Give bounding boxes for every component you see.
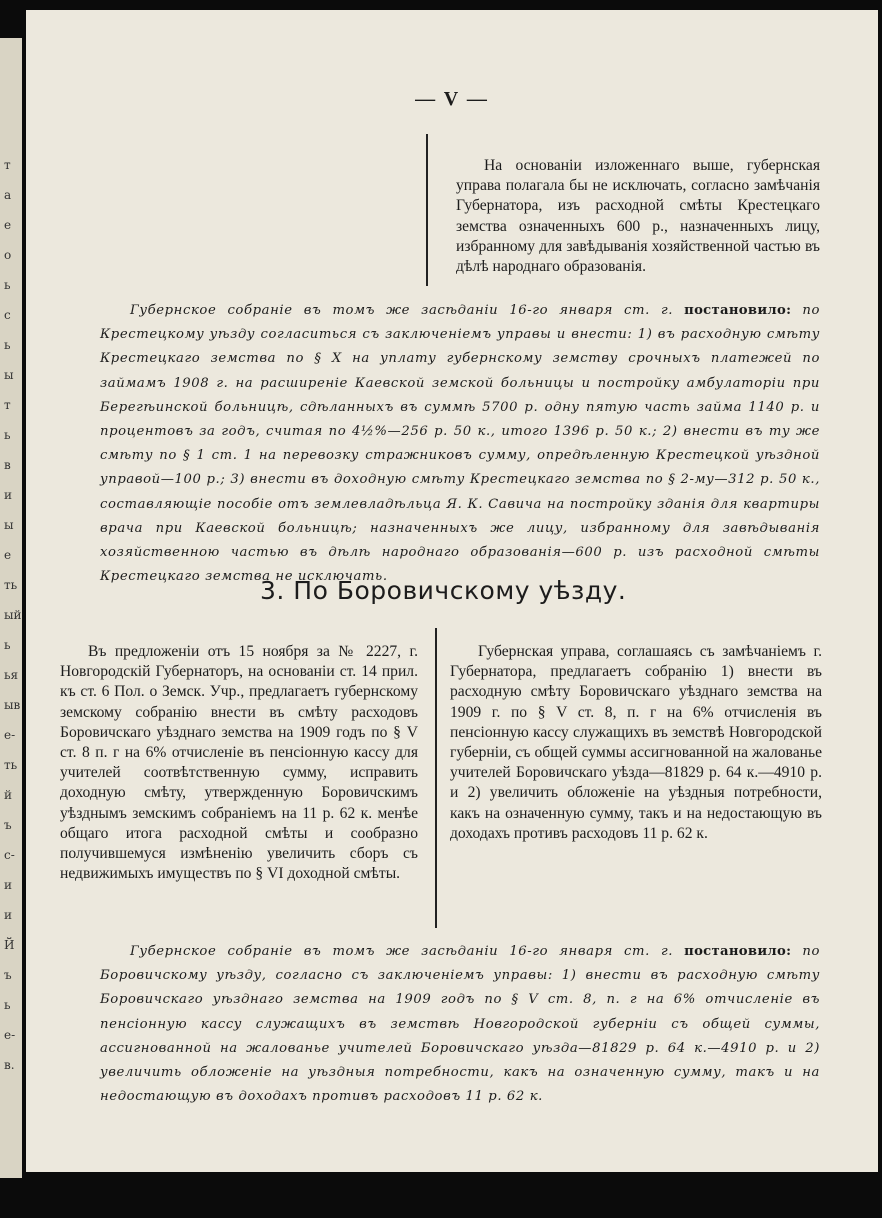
adjacent-page-fragment: т <box>4 398 11 412</box>
adjacent-page-fragment: в. <box>4 1058 15 1072</box>
adjacent-page-fragment: в <box>4 458 11 472</box>
adjacent-page-fragment: ь <box>4 998 11 1012</box>
adjacent-page-fragment: е <box>4 548 12 562</box>
adjacent-page-fragment: ъ <box>4 818 12 832</box>
resolution-lead: Губернское собраніе въ томъ же засѣданіи 16-го января ст. г. <box>130 303 674 318</box>
section1-right-paragraph: На основаніи изложеннаго выше, губернская управа полагала бы не исключать, согласно замѣчанія Губернатора, изъ расходной смѣты Крестецкаго земства означенныхъ 600 р., назначенныхъ лицу, избранному для завѣдыванія хозяйственной частью въ дѣлѣ народнаго образованія. <box>456 157 820 276</box>
adjacent-page-fragment: и <box>4 488 12 502</box>
adjacent-page-fragment: а <box>4 188 12 202</box>
column-divider-2 <box>435 628 437 928</box>
adjacent-page-fragment: е <box>4 218 12 232</box>
resolution-verb: постановило: <box>684 944 792 959</box>
resolution-text: по Крестецкому уѣзду согласиться съ заключеніемъ управы и внести: 1) въ расходную смѣту Крестецкаго земства по § X на уплату губернскому земству срочныхъ платежей по займамъ 1908 г. на расширеніе Каевской земской больницы и постройку амбулаторіи при Берегѣинской больницѣ, сдѣланныхъ въ суммѣ 5700 р. одну пятую часть займа 1140 р. и процентовъ за годъ, считая по 4½%—256 р. 50 к., итого 1396 р. 50 к.; 2) внести въ ту же смѣту по § 1 ст. 1 на перевозку стражниковъ сумму, опредѣленную Крестецкой уѣздной управой—100 р.; 3) внести въ доходную смѣту Крестецкаго земства по § 2-му—312 р. 50 к., составляющіе пособіе отъ землевладѣльца Я. К. Савича на постройку зданія для квартиры врача при Каевской больницѣ; назначенныхъ же лицу, избранному для завѣдыванія хозяйственною частью въ дѣлѣ народнаго образованія—600 р. изъ расходной смѣты Крестецкаго земства не исключать. <box>100 303 820 585</box>
page-number: — V — <box>415 88 489 110</box>
adjacent-page-fragment: ь <box>4 278 11 292</box>
resolution-verb: постановило: <box>684 303 792 318</box>
adjacent-page-fragment: ть <box>4 578 18 592</box>
adjacent-page-fragment: и <box>4 878 12 892</box>
adjacent-page-fragment: ыв <box>4 698 21 712</box>
adjacent-page-fragment: е- <box>4 1028 16 1042</box>
adjacent-page-fragment: ь <box>4 428 11 442</box>
adjacent-page-fragment: ь <box>4 338 11 352</box>
resolution-lead: Губернское собраніе въ томъ же засѣданіи 16-го января ст. г. <box>130 944 674 959</box>
adjacent-page-fragment: ый <box>4 608 22 622</box>
column-divider <box>426 134 428 286</box>
adjacent-page-fragment: т <box>4 158 11 172</box>
adjacent-page-fragment: й <box>4 788 12 802</box>
section3-left-paragraph: Въ предложеніи отъ 15 ноября за № 2227, г. Новгородскій Губернаторъ, на основаніи ст. 14 прил. къ ст. 6 Пол. о Земск. Учр., предлагаетъ губернскому земскому собранію внести въ смѣту расходовъ Боровичскаго уѣзднаго земства на 1909 годъ по § V ст. 8 п. г на 6% отчисленіе въ пенсіонную кассу для учителей соотвѣтственную сумму, исправить доходную смѣту, утвержденную Боровичскимъ уѣзднымъ земскимъ собраніемъ на 11 р. 62 к. менѣе общаго итога расходной смѣты и сообразно получившемуся измѣненію увеличить сборъ съ недвижимыхъ имуществъ по § VI доходной смѣты. <box>60 643 418 883</box>
resolution-krestetsky <box>100 299 820 589</box>
adjacent-page-fragment: и <box>4 908 12 922</box>
document-page <box>26 10 878 1172</box>
resolution-borovichsky <box>100 940 820 1109</box>
adjacent-page-edge <box>0 38 22 1178</box>
section-heading: 3. По Боровичскому уѣзду. <box>260 576 627 605</box>
adjacent-page-fragment: ья <box>4 668 19 682</box>
adjacent-page-fragment: ъ <box>4 968 12 982</box>
section3-right-paragraph: Губернская управа, соглашаясь съ замѣчаніемъ г. Губернатора, предлагаетъ собранію 1) внести въ расходную смѣту Боровичскаго уѣзднаго земства на 1909 г. по § V ст. 8, п. г на 6% отчисленія въ пенсіонную кассу служащихъ въ земствѣ Новгородской губерніи, съ общей суммы ассигнованной на жалованье учителей Боровичскаго уѣзда—81829 р. 64 к.—4910 р. и 2) увеличить обложеніе на уѣздныя потребности, какъ на означенную сумму, такъ и на недостающую въ доходахъ противъ расходовъ 11 р. 62 к. <box>450 643 822 842</box>
adjacent-page-fragment: о <box>4 248 12 262</box>
adjacent-page-fragment: с- <box>4 848 15 862</box>
adjacent-page-fragment: Й <box>4 938 15 952</box>
adjacent-page-fragment: ы <box>4 368 14 382</box>
adjacent-page-fragment: е- <box>4 728 16 742</box>
resolution-text: по Боровичскому уѣзду, согласно съ заключеніемъ управы: 1) внести въ расходную смѣту Боровичскаго уѣзднаго земства на 1909 годъ по § V ст. 8, п. г на 6% отчисленіе въ пенсіонную кассу служащихъ въ земствѣ Новгородской губерніи съ общей суммы, ассигнованной на жалованье учителей Боровичскаго уѣзда—81829 р. 64 к.—4910 р. и 2) увеличить обложеніе на уѣздныя потребности, какъ на означенную сумму, такъ и на недостающую въ доходахъ противъ расходовъ 11 р. 62 к. <box>100 944 820 1105</box>
adjacent-page-fragment: ы <box>4 518 14 532</box>
adjacent-page-fragment: ь <box>4 638 11 652</box>
adjacent-page-fragment: ть <box>4 758 18 772</box>
adjacent-page-fragment: с <box>4 308 11 322</box>
